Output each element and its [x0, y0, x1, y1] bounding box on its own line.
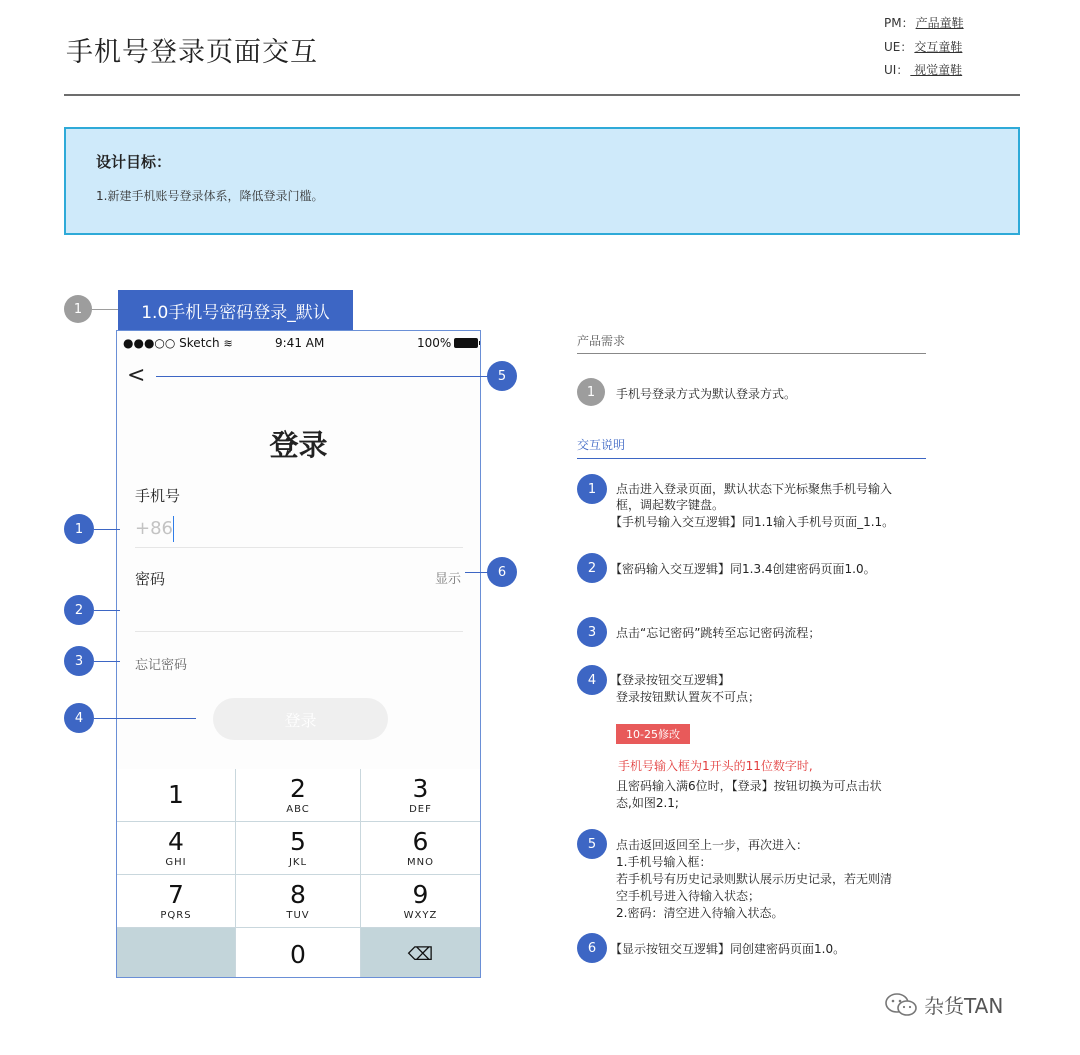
battery-status: 100%: [417, 336, 478, 350]
password-label: 密码: [135, 570, 166, 588]
note-line: 1.手机号输入框：: [616, 855, 712, 869]
backspace-key[interactable]: [361, 928, 480, 978]
requirement-text: 手机号登录方式为默认登录方式。: [616, 387, 797, 401]
callout-badge: 4: [64, 703, 94, 733]
role-ue: [884, 38, 962, 55]
login-title: 登录: [269, 428, 328, 462]
header-divider: [64, 94, 1020, 96]
note-badge: 4: [577, 665, 607, 695]
phone-label: 手机号: [135, 487, 181, 505]
callout-line: [94, 529, 120, 530]
note-line: 【密码输入交互逻辑】同1.3.4创建密码页面1.0。: [610, 562, 876, 576]
callout-badge: 5: [487, 361, 517, 391]
key-number: 5: [290, 826, 306, 856]
role-name[interactable]: 交互童鞋: [914, 40, 963, 54]
key-number: 4: [168, 826, 184, 856]
login-button[interactable]: 登录: [213, 698, 388, 740]
key-number: 9: [412, 879, 429, 909]
note-badge: 3: [577, 617, 607, 647]
watermark-text: 杂货TAN: [924, 994, 1004, 1018]
keypad-key[interactable]: [236, 928, 360, 978]
callout-line: [465, 572, 489, 573]
callout-line: [94, 718, 196, 719]
key-number: 1: [168, 780, 184, 809]
password-input[interactable]: [135, 593, 463, 629]
role-label: PM：: [884, 16, 914, 30]
text-cursor: [173, 516, 174, 542]
back-button[interactable]: <: [127, 363, 146, 388]
key-letters: ABC: [286, 803, 310, 815]
note-line: 态,如图2.1;: [616, 796, 679, 810]
note-line: 空手机号进入待输入状态；: [616, 889, 761, 903]
note-line: 且密码输入满6位时，【登录】按钮切换为可点击状: [616, 779, 882, 793]
note-line: 【登录按钮交互逻辑】: [610, 673, 731, 687]
requirements-heading: 产品需求: [577, 334, 626, 348]
callout-badge: 2: [64, 595, 94, 625]
numeric-keypad: [117, 769, 480, 978]
password-divider: [135, 631, 463, 632]
note-line: 框，调起数字键盘。: [616, 498, 725, 512]
note-line: 点击返回返回至上一步，再次进入：: [616, 838, 809, 852]
section-connector: [92, 309, 118, 310]
goal-title: 设计目标：: [96, 153, 172, 171]
wifi-icon: ≋: [223, 337, 233, 350]
key-letters: GHI: [165, 856, 187, 868]
key-number: 8: [290, 879, 306, 909]
revision-badge: 10-25修改: [616, 724, 690, 744]
keypad-key[interactable]: [361, 875, 480, 927]
requirement-badge: 1: [577, 378, 605, 406]
revision-red-text: 手机号输入框为1开头的11位数字时,: [618, 759, 813, 773]
design-goal-box: [64, 127, 1020, 235]
key-letters: DEF: [409, 803, 432, 815]
key-number: 7: [168, 879, 184, 909]
callout-line: [94, 610, 120, 611]
note-line: 【手机号输入交互逻辑】同1.1输入手机号页面_1.1。: [610, 515, 895, 529]
callout-line: [94, 661, 120, 662]
watermark: [884, 990, 1003, 1019]
note-badge: 2: [577, 553, 607, 583]
interaction-heading: 交互说明: [577, 438, 626, 452]
note-badge: 1: [577, 474, 607, 504]
key-letters: MNO: [407, 856, 434, 868]
phone-divider: [135, 547, 463, 548]
keypad-key[interactable]: [117, 928, 235, 978]
key-letters: JKL: [288, 856, 308, 868]
role-pm: [884, 14, 964, 31]
phone-mockup: [116, 330, 481, 978]
goal-item: 1.新建手机账号登录体系，降低登录门槛。: [96, 189, 324, 203]
note-line: 【显示按钮交互逻辑】同创建密码页面1.0。: [610, 942, 846, 956]
key-letters: TUV: [286, 909, 310, 921]
keypad-key[interactable]: [117, 822, 235, 874]
status-time: 9:41 AM: [275, 336, 325, 350]
backspace-icon: ⌫: [407, 943, 434, 965]
note-line: 若手机号有历史记录则默认展示历史记录，若无则清: [616, 872, 893, 886]
role-name[interactable]: 视觉童鞋: [910, 63, 963, 77]
role-label: UI：: [884, 63, 909, 77]
wechat-icon: [884, 992, 918, 1018]
callout-badge: 1: [64, 514, 94, 544]
role-ui: [884, 61, 962, 78]
key-number: 6: [412, 826, 429, 856]
callout-badge: 3: [64, 646, 94, 676]
note-line: 2.密码：清空进入待输入状态。: [616, 906, 784, 920]
key-number: 0: [290, 939, 306, 969]
section-title-tab: 1.0手机号密码登录_默认: [118, 290, 353, 330]
forgot-password-link[interactable]: 忘记密码: [135, 658, 188, 673]
note-badge: 6: [577, 933, 607, 963]
note-badge: 5: [577, 829, 607, 859]
callout-line: [156, 376, 488, 377]
keypad-key[interactable]: [117, 875, 235, 927]
phone-input[interactable]: +86: [135, 518, 173, 539]
keypad-key[interactable]: [236, 769, 360, 821]
keypad-key[interactable]: [117, 769, 235, 821]
note-line: 点击“忘记密码”跳转至忘记密码流程；: [616, 626, 821, 640]
section-number-badge: 1: [64, 295, 92, 323]
interaction-rule: [577, 458, 926, 459]
role-name[interactable]: 产品童鞋: [915, 16, 964, 30]
keypad-key[interactable]: [236, 875, 360, 927]
key-letters: WXYZ: [403, 909, 438, 921]
note-line: 点击进入登录页面，默认状态下光标聚焦手机号输入: [616, 482, 893, 496]
role-label: UE：: [884, 40, 913, 54]
show-password-toggle[interactable]: 显示: [435, 572, 462, 587]
carrier-signal: ●●●○○ Sketch ≋: [123, 336, 233, 350]
status-bar: [117, 331, 480, 353]
note-line: 登录按钮默认置灰不可点；: [616, 690, 761, 704]
keypad-key[interactable]: [236, 822, 360, 874]
requirements-rule: [577, 353, 926, 354]
key-letters: PQRS: [160, 909, 192, 921]
battery-icon: [454, 338, 478, 348]
callout-badge: 6: [487, 557, 517, 587]
page-title: 手机号登录页面交互: [66, 37, 318, 68]
keypad-key[interactable]: [361, 769, 480, 821]
key-number: 2: [290, 773, 306, 803]
key-number: 3: [412, 773, 429, 803]
keypad-key[interactable]: [361, 822, 480, 874]
